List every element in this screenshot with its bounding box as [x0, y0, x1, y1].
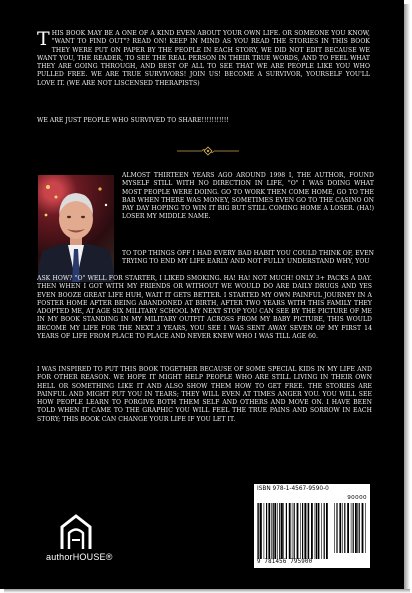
ornament-divider	[176, 146, 240, 156]
habits-paragraph-continued: ASK HOW? "O" WELL FOR STARTER, I LIKED SMOKING. HA! HA! NOT MUCH! ONLY 3+ PACKS A DAY. THEN WHEN I GOT WITH MY FRIENDS OR WITHOUT WE WOULD DO ARE DAILY DRUGS AND YES EVEN BOOZE GREAT LIFE HUH, WAIT IT GETS BETTER. I STARTED MY OWN PAINFUL JOURNEY IN A FOSTER HOME AFTER BEING ABANDONED AT BIRTH, AFTER TWO YEARS WITH THIS FAMILY THEY ADOPTED ME, AT AGE SIX MILITARY SCHOOL MY NEXT STOP YOU CAN SEE BY THE PICTURE OF ME IN MY BOOK STANDING IN MY MILITARY OUTFIT ACROSS FROM MY BABY PICTURE, THIS WOULD BECOME MY LIFE FOR THE NEXT 3 YEARS, YOU SEE I WAS SENT AWAY SEVEN OF MY FIRST 14 YEARS OF LIFE FROM PLACE TO PLACE AND NEVER KNEW WHO I WAS TILL AGE 60.	[37, 275, 372, 341]
barcode-bars	[257, 503, 329, 559]
drop-cap: T	[37, 28, 50, 50]
intro-paragraph	[37, 30, 370, 88]
addon-barcode-bars	[334, 503, 366, 553]
inspiration-paragraph: I WAS INSPIRED TO PUT THIS BOOK TOGETHER BECAUSE OF SOME SPECIAL KIDS IN MY LIFE AND FOR OTHER REASON. WE HOPE IT MIGHT HELP PEOPLE WHO ARE STILL LIVING IN THEIR OWN HELL OR SOMETHING LIKE IT AND ALSO SHOW THEM HOW TO GET FREE. THE STORIES ARE PAINFUL AND MIGHT PUT YOU IN TEARS; THEY WILL EVEN AT TIMES ANGER YOU. YOU WILL SEE HOW PEOPLE LEARN TO FORGIVE BOTH THEM SELF AND OTHERS AND MOVE ON. I HAVE BEEN TOLD WHEN IT CAME TO THE GRAPHIC YOU WILL FEEL THE TRUE PAINS AND SORROW IN EACH STORY; THIS BOOK CAN CHANGE YOUR LIFE IF YOU LET IT.	[37, 366, 372, 423]
isbn-digits: 9 781456 795900	[257, 559, 313, 565]
isbn-label: ISBN 978-1-4567-9590-0	[257, 486, 329, 492]
publisher-logo	[46, 513, 113, 569]
cover-bottom-shadow	[4, 589, 410, 593]
intro-text: HIS BOOK MAY BE A ONE OF A KIND EVEN ABOUT YOUR OWN LIFE. OR SOMEONE YOU KNOW, "WANT TO FIND OUT"? READ ON! KEEP IN MIND AS YOU READ THE STORIES IN THIS BOOK THEY WERE PUT ON PAPER BY THE PEOPLE IN EACH STORY, WE DID NOT EDIT BECAUSE WE WANT YOU, THE READER, TO SEE THE REAL PERSON IN THEIR TRUE WORDS, AND TO FEEL WHAT THEY ARE GOING THROUGH, AND BEST OF ALL TO SEE THAT WE ARE PEOPLE LIKE YOU WHO PULLED FREE. WE ARE TRUE SURVIVORS! JOIN US! BECOME A SURVIVOR, YOURSELF YOU'LL LOVE IT. (WE ARE NOT LISCENSED THERAPISTS)	[37, 30, 370, 87]
publisher-name: authorHOUSE®	[46, 552, 113, 562]
habits-paragraph-start: TO TOP THINGS OFF I HAD EVERY BAD HABIT YOU COULD THINK OF, EVEN TRYING TO END MY LIFE EARLY AND NOT FULLY UNDERSTAND WHY, YOU	[122, 250, 374, 266]
author-portrait-graphic	[38, 175, 114, 282]
author-photo	[38, 175, 114, 282]
tagline: WE ARE JUST PEOPLE WHO SURVIVED TO SHARE!!!!!!!!!!!	[37, 117, 229, 124]
isbn-addon-code: 90000	[347, 495, 367, 501]
house-icon	[46, 513, 106, 551]
isbn-barcode-box	[254, 484, 370, 568]
author-story-paragraph: ALMOST THIRTEEN YEARS AGO AROUND 1998 I, THE AUTHOR, FOUND MYSELF STILL WITH NO DIRECTION IN LIFE, "O" I WAS DOING WHAT MOST PEOPLE WERE DOING. GO TO WORK THEN COME HOME, GO TO THE BAR WHEN THERE WAS MONEY, SOMETIMES EVEN GO TO THE CASINO ON PAY DAY HOPING TO WIN IT BIG BUT STILL COMING HOME A LOSER. (HA!) LOSER MY MIDDLE NAME.	[122, 172, 374, 221]
cover-edge-shadow	[404, 4, 410, 593]
